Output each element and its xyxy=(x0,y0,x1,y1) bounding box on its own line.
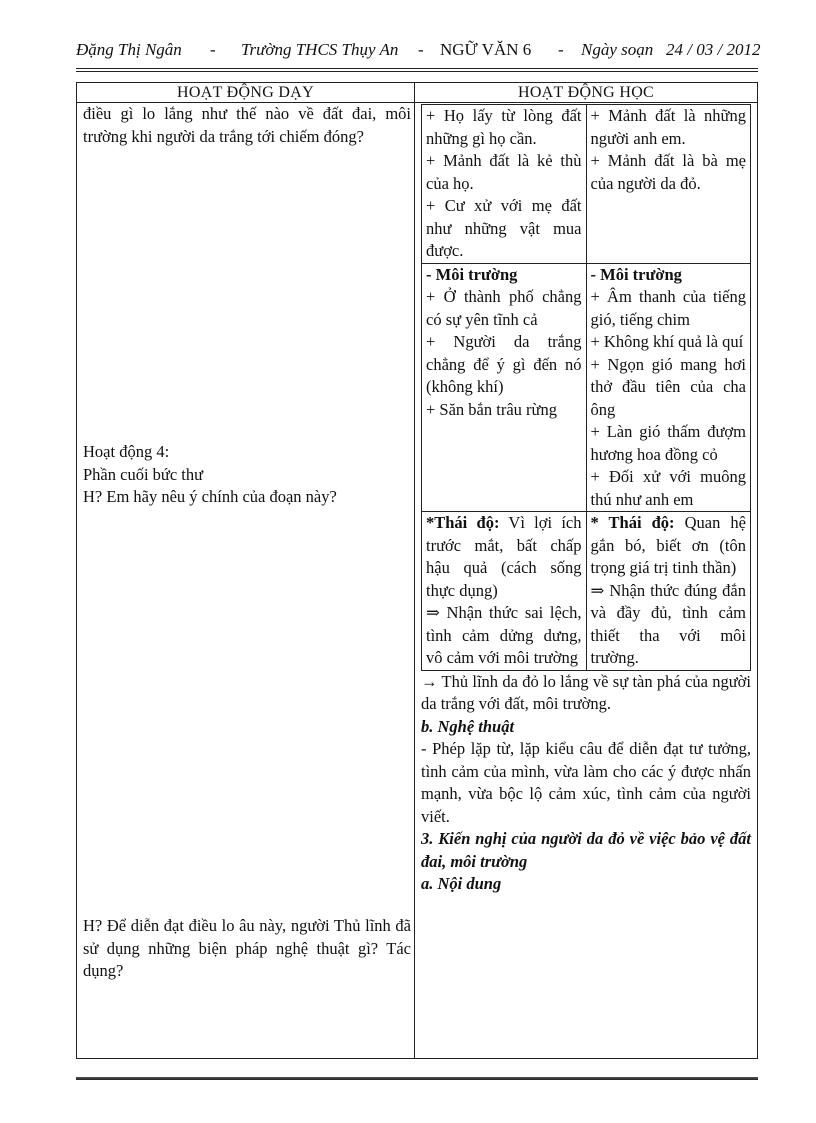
red-man-environment: - Môi trường + Âm thanh của tiếng gió, tiếng chim + Không khí quả là quí + Ngọn gió mang hơi thở đầu tiên của cha ông + Làn gió thấm đượm hương hoa đồng cỏ + Đối xử với muông thú như anh em xyxy=(586,263,751,512)
activity-title: Hoạt động 4: xyxy=(83,442,170,461)
learning-cell xyxy=(415,103,758,1059)
column-header-teaching: HOẠT ĐỘNG DẠY xyxy=(77,83,415,103)
learning-notes xyxy=(415,671,757,896)
section-3-heading: 3. Kiến nghị của người da đỏ về việc bảo vệ đất đai, môi trường xyxy=(421,829,751,871)
content-heading: a. Nội dung xyxy=(421,874,502,893)
separator: - xyxy=(558,40,564,59)
white-man-land: + Họ lấy từ lòng đất những gì họ cần. + Mảnh đất là kẻ thù của họ. + Cư xử với mẹ đất như những vật mua được. xyxy=(422,105,587,264)
date-label: Ngày soạn xyxy=(581,40,654,59)
art-heading: b. Nghệ thuật xyxy=(421,716,515,736)
header-rule xyxy=(76,68,758,69)
summary: → Thủ lĩnh da đỏ lo lắng về sự tàn phá của người da trắng với đất, môi trường. xyxy=(421,671,751,713)
comparison-row-attitude xyxy=(422,512,751,671)
teaching-cell xyxy=(77,103,415,1059)
section-title: Phần cuối bức thư xyxy=(83,464,204,484)
header-rule xyxy=(76,71,758,72)
red-man-attitude: * Thái độ: Quan hệ gắn bó, biết ơn (tôn trọng giá trị tinh thần) ⇒ Nhận thức đúng đắn và đầy đủ, tình cảm thiết tha với môi trường. xyxy=(586,512,751,671)
separator: - xyxy=(210,40,216,59)
comparison-table xyxy=(421,104,751,671)
comparison-row-environment xyxy=(422,263,751,512)
question-3: H? Để diễn đạt điều lo âu này, người Thủ lĩnh đã sử dụng những biện pháp nghệ thuật gì? Tác dụng? xyxy=(83,916,411,980)
subject-name: NGỮ VĂN 6 xyxy=(440,40,532,59)
white-man-attitude: *Thái độ: Vì lợi ích trước mắt, bất chấp hậu quả (cách sống thực dụng) ⇒ Nhận thức sai lệch, tình cảm dửng dưng, vô cảm với môi trường xyxy=(422,512,587,671)
page-header xyxy=(76,40,761,66)
date-value: 24 / 03 / 2012 xyxy=(666,40,761,59)
author-name: Đặng Thị Ngân xyxy=(76,40,182,59)
lesson-table xyxy=(76,82,758,1059)
footer-rule xyxy=(76,1077,758,1080)
activity-4 xyxy=(83,441,411,509)
comparison-row-land xyxy=(422,105,751,264)
school-name: Trường THCS Thụy An xyxy=(241,40,399,59)
column-header-learning: HOẠT ĐỘNG HỌC xyxy=(415,83,758,103)
art-text: - Phép lặp từ, lặp kiểu câu để diễn đạt tư tưởng, tình cảm của mình, vừa làm cho các ý được nhấn mạnh, vừa bộc lộ cảm xúc, tình cảm của người viết. xyxy=(421,739,751,826)
red-man-land: + Mảnh đất là những người anh em. + Mảnh đất là bà mẹ của người da đỏ. xyxy=(586,105,751,264)
question-1: điều gì lo lắng như thế nào về đất đai, môi trường khi người da trắng tới chiếm đóng? xyxy=(83,104,411,146)
question-2: H? Em hãy nêu ý chính của đoạn này? xyxy=(83,487,337,506)
white-man-environment: - Môi trường + Ở thành phố chẳng có sự yên tĩnh cả + Người da trắng chẳng để ý gì đến nó (không khí) + Săn bắn trâu rừng xyxy=(422,263,587,512)
separator: - xyxy=(418,40,424,59)
